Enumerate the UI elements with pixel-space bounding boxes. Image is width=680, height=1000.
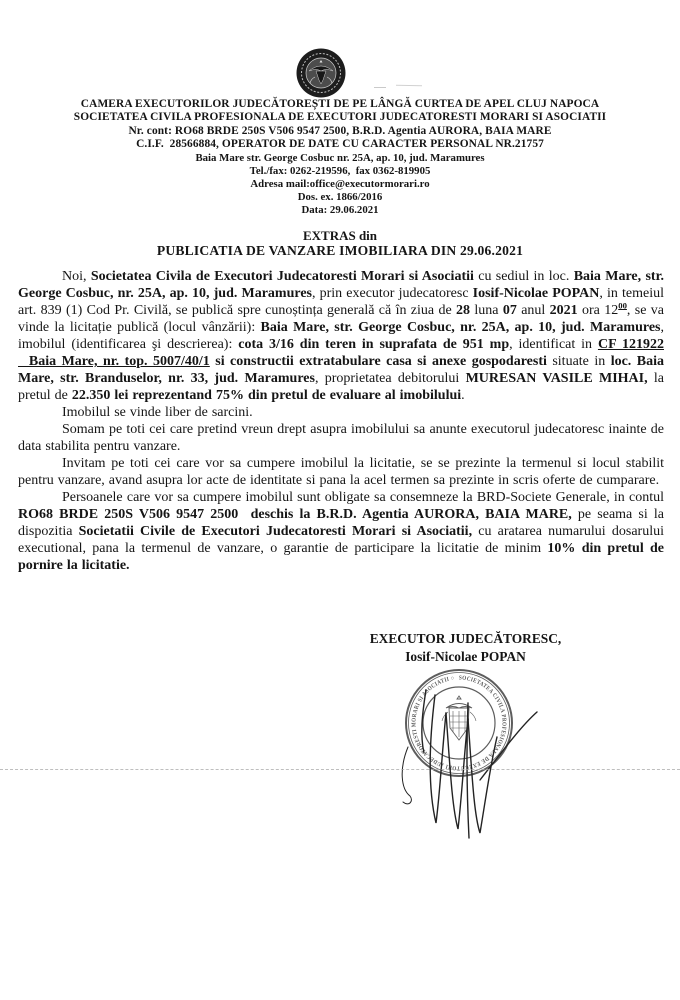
letterhead-email-line: Adresa mail:office@executormorari.ro: [250, 178, 430, 191]
scan-artifact-smudge: [374, 84, 424, 92]
text-run: cu sediul in loc.: [473, 269, 574, 284]
text-run: Baia Mare, str. George Cosbuc, nr. 25A, ap. 10, jud. Maramures: [260, 320, 661, 335]
letterhead-phone-line: Tel./fax: 0262-219596, fax 0362-819905: [249, 164, 431, 177]
letterhead-account-line: Nr. cont: RO68 BRDE 250S V506 9547 2500, B.R.D. Agentia AURORA, BAIA MARE: [128, 124, 552, 137]
text-run: , identificat in: [509, 337, 598, 352]
letterhead-chamber-line: CAMERA EXECUTORILOR JUDECĂTOREȘTI DE PE LÂNGĂ CURTEA DE APEL CLUJ NAPOCA: [80, 98, 600, 110]
signature-block: [348, 630, 583, 665]
text-run: Societatii Civile de Executori Judecatoresti Morari si Asociatii,: [78, 524, 473, 539]
svg-text:SOCIETATEA CIVILA PROFESIONALA: SOCIETATEA CIVILA PROFESIONALA DE EXECUTORI JUDECATORESTI MORARI SI ASOCIATII ○: [411, 675, 507, 771]
letterhead: [0, 98, 680, 218]
title-publication-line: PUBLICATIA DE VANZARE IMOBILIARA DIN 29.06.2021: [156, 243, 524, 258]
text-run: Imobilul se vinde liber de sarcini.: [62, 405, 253, 420]
coat-of-arms-icon: [295, 47, 347, 99]
text-run: Societatea Civila de Executori Judecatoresti Morari si Asociatii: [90, 269, 474, 284]
text-run: Somam pe toti cei care pretind vreun drept asupra imobilului sa anunte executorul judecatoresc inainte de data stabilita pentru vanzare.: [18, 422, 664, 454]
signature-name-line: Iosif-Nicolae POPAN: [405, 648, 526, 664]
text-run: , imobilul (identificarea şi descrierea):: [18, 320, 664, 352]
signature-ink-icon: [380, 675, 555, 850]
title-extras-line: EXTRAS din: [302, 228, 378, 243]
text-run: anul: [516, 303, 550, 318]
text-run: .: [461, 388, 465, 403]
text-run: la pretul de: [18, 371, 664, 403]
text-run: , se va vinde la licitație publică (locul vânzării):: [18, 303, 664, 335]
text-run: luna: [470, 303, 503, 318]
letterhead-case-number-line: Dos. ex. 1866/2016: [297, 191, 383, 204]
paragraph: [18, 455, 664, 489]
paragraph: [18, 489, 664, 574]
text-run: 10% din pretul de pornire la licitatie.: [18, 541, 665, 573]
text-run: Iosif-Nicolae POPAN: [472, 286, 600, 301]
paragraph: [18, 421, 664, 455]
text-run: Baia Mare, str. George Cosbuc, nr. 25A, ap. 10, jud. Maramures: [18, 269, 665, 301]
text-run: , in temeiul art. 839 (1) Cod Pr. Civilă, se publică spre cunoștința generală că în ziua de: [18, 286, 664, 318]
text-run: cota 3/16 din teren in suprafata de 951 mp: [238, 337, 510, 352]
text-run: loc. Baia Mare, str. Branduselor, nr. 33, jud. Maramures: [18, 354, 664, 386]
text-run: Invitam pe toti cei care vor sa cumpere imobilul la licitatie, se se prezinte la termenul si locul stabilit pentru vanzare, avand asupra lor acte de identitate si pana la acel termen sa prezinte in scris oferte de cumparare.: [18, 456, 664, 488]
document-body: [18, 268, 664, 574]
letterhead-society-line: SOCIETATEA CIVILA PROFESIONALA DE EXECUTORI JUDECATORESTI MORARI SI ASOCIATII: [73, 111, 607, 124]
handwritten-signature: [380, 675, 555, 850]
text-run: ora 12: [577, 303, 619, 318]
signature-role-line: EXECUTOR JUDECĂTORESC,: [369, 631, 562, 646]
text-run: pe seama si la dispozitia: [18, 507, 664, 539]
text-run: 22.350 lei reprezentand 75% din pretul de evaluare al imobilului: [71, 388, 462, 403]
text-run: RO68 BRDE 250S V506 9547 2500 deschis la B.R.D. Agentia AURORA, BAIA MARE,: [18, 507, 572, 522]
text-run: 07: [502, 303, 517, 318]
text-run: 00: [618, 300, 627, 311]
text-run: si constructii extratabulare casa si anexe gospodaresti: [209, 354, 547, 369]
text-run: Persoanele care vor sa cumpere imobilul sunt obligate sa consemneze la BRD-Societe Generale, in contul: [62, 490, 664, 505]
document-title: [0, 228, 680, 258]
text-run: 2021: [549, 303, 578, 318]
letterhead-date-line: Data: 29.06.2021: [301, 204, 379, 217]
letterhead-address-line: Baia Mare str. George Cosbuc nr. 25A, ap. 10, jud. Maramures: [195, 151, 485, 164]
scan-fold-line: [0, 769, 680, 770]
text-run: , proprietatea debitorului: [314, 371, 466, 386]
text-run: MURESAN VASILE MIHAI,: [465, 371, 648, 386]
text-run: situate in: [546, 354, 611, 369]
paragraph: [18, 404, 664, 421]
paragraph: [18, 268, 664, 404]
text-run: CF 121922 Baia Mare, nr. top. 5007/40/1: [18, 337, 664, 369]
text-run: 28: [456, 303, 471, 318]
letterhead-cif-line: C.I.F. 28566884, OPERATOR DE DATE CU CARACTER PERSONAL NR.21757: [136, 138, 544, 151]
coat-of-arms-logo: [295, 47, 347, 99]
text-run: Noi,: [62, 269, 91, 284]
text-run: , prin executor judecatoresc: [312, 286, 473, 301]
text-run: cu aratarea numarului dosarului executional, pana la termenul de vanzare, o garantie de participare la licitatie de minim: [18, 524, 664, 556]
